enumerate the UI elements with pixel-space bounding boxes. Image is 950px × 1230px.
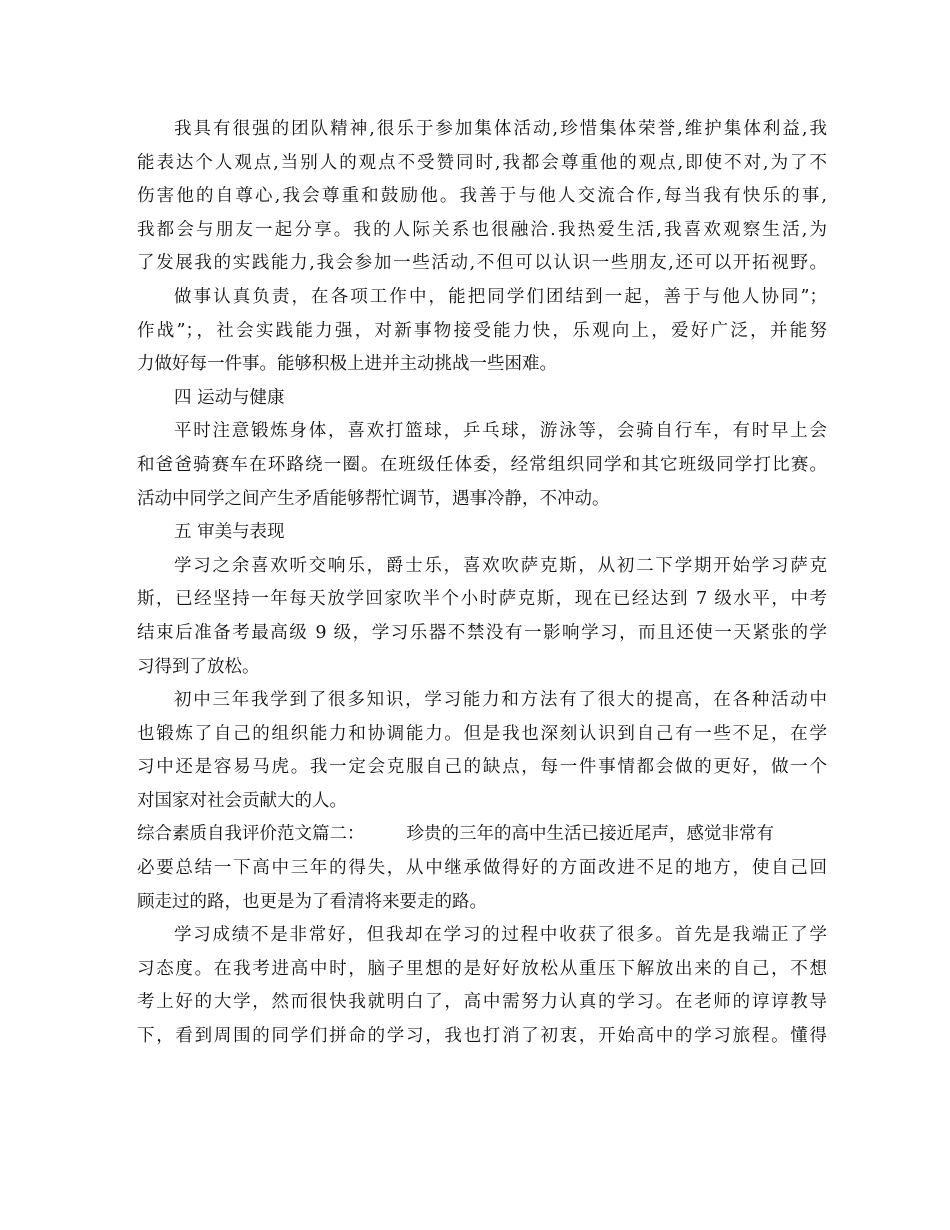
text-line: 平时注意锻炼身体，喜欢打篮球，乒乓球，游泳等，会骑自行车，有时早上会 [174, 421, 827, 442]
text-line: 习态度。在我考进高中时，脑子里想的是好好放松从重压下解放出来的自己，不想 [137, 958, 827, 979]
text-line: 我都会与朋友一起分享。我的人际关系也很融洽.我热爱生活,我喜欢观察生活,为 [137, 219, 827, 240]
text-line: 了发展我的实践能力,我会参加一些活动,不但可以认识一些朋友,还可以开拓视野。 [137, 253, 827, 274]
text-line: 习得到了放松。 [137, 656, 260, 677]
text-line: 下，看到周围的同学们拼命的学习，我也打消了初衷，开始高中的学习旅程。懂得 [137, 1026, 827, 1047]
sample-title: 综合素质自我评价范文篇二： [137, 824, 365, 845]
text-line: 能表达个人观点,当别人的观点不受赞同时,我都会尊重他的观点,即使不对,为了不 [137, 152, 827, 173]
text-line: 学习成绩不是非常好，但我却在学习的过程中收获了很多。首先是我端正了学 [174, 925, 827, 946]
text-line: 力做好每一件事。能够积极上进并主动挑战一些困难。 [137, 354, 557, 375]
paragraph-responsibility [137, 281, 827, 382]
text-line: 也锻炼了自己的组织能力和协调能力。但是我也深刻认识到自己有一些不足，在学 [137, 723, 827, 744]
section-heading-aesthetics: 五 审美与表现 [174, 522, 285, 543]
text-line: 做事认真负责，在各项工作中，能把同学们团结到一起，善于与他人协同”； [174, 286, 827, 307]
section-heading-sports-health: 四 运动与健康 [174, 387, 285, 408]
text-line: 结束后准备考最高级 9 级，学习乐器不禁没有一影响学习，而且还使一天紧张的学 [137, 622, 827, 643]
paragraph-junior-summary [137, 684, 827, 818]
text-line: 斯，已经坚持一年每天放学回家吹半个小时萨克斯，现在已经达到 7 级水平，中考 [137, 589, 827, 610]
text-line [137, 818, 827, 852]
text-line: 习中还是容易马虎。我一定会克服自己的缺点，每一件事情都会做的更好，做一个 [137, 757, 827, 778]
text-line: 初中三年我学到了很多知识，学习能力和方法有了很大的提高，在各种活动中 [174, 690, 827, 711]
text-line: 必要总结一下高中三年的得失，从中继承做得好的方面改进不足的地方，使自己回 [137, 858, 827, 879]
text-line: 活动中同学之间产生矛盾能够帮忙调节，遇事冷静，不冲动。 [137, 488, 610, 509]
text-line: 学习之余喜欢听交响乐，爵士乐，喜欢吹萨克斯，从初二下学期开始学习萨克 [174, 555, 827, 576]
text-line: 伤害他的自尊心,我会尊重和鼓励他。我善于与他人交流合作,每当我有快乐的事, [137, 186, 827, 207]
text-span: 珍贵的三年的高中生活已接近尾声，感觉非常有 [406, 824, 774, 845]
paragraph-sample-two [137, 818, 827, 919]
paragraph-sports [137, 415, 827, 516]
paragraph-team-spirit [137, 113, 827, 281]
text-line: 我具有很强的团队精神,很乐于参加集体活动,珍惜集体荣誉,维护集体利益,我 [174, 119, 827, 139]
paragraph-study-attitude [137, 919, 827, 1053]
text-line: 和爸爸骑赛车在环路绕一圈。在班级任体委，经常组织同学和其它班级同学打比赛。 [137, 454, 827, 475]
document-page [137, 113, 827, 1054]
paragraph-music [137, 550, 827, 684]
text-line: 顾走过的路，也更是为了看清将来要走的路。 [137, 891, 487, 912]
text-line: 作战”；，社会实践能力强，对新事物接受能力快，乐观向上，爱好广泛，并能努 [137, 320, 827, 341]
text-line: 考上好的大学，然而很快我就明白了，高中需努力认真的学习。在老师的谆谆教导 [137, 992, 827, 1013]
text-line: 对国家对社会贡献大的人。 [137, 790, 347, 811]
